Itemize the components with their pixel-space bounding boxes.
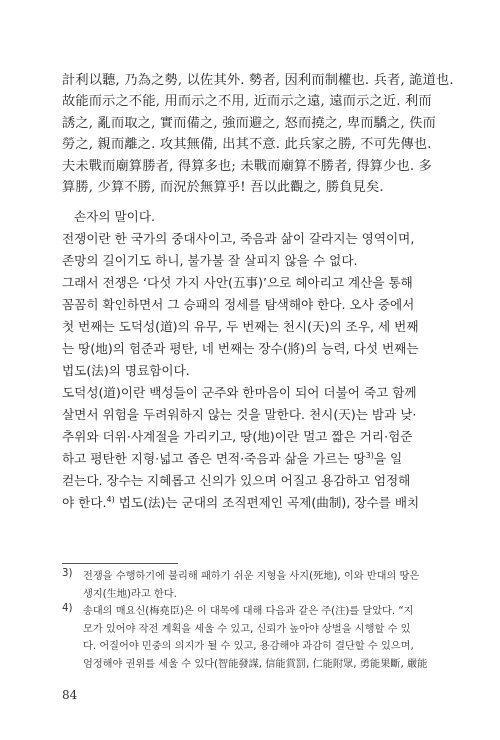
translation-line: 존망의 길이기도 하니, 불가불 잘 살피지 않을 수 없다.: [62, 253, 358, 268]
translation-text: 하고 평탄한 지형·넓고 좁은 면적·죽음과 삶을 가르는 땅: [62, 451, 366, 466]
translation-line: 전쟁이란 한 국가의 중대사이고, 죽음과 삶이 갈라지는 영역이며,: [62, 231, 415, 246]
footnote-divider: [62, 563, 178, 564]
translation-paragraph-intro: [62, 206, 424, 514]
translation-line: 첫 번째는 도덕성(道)의 유무, 두 번째는 천시(天)의 조우, 세 번째: [62, 319, 419, 334]
translation-line: 컫는다. 장수는 지혜롭고 신의가 있으며 어질고 용감하고 엄정해: [62, 473, 411, 488]
translation-line: 그래서 전쟁은 ‘다섯 가지 사안(五事)’으로 헤아리고 계산을 통해: [62, 275, 413, 290]
translation-line: 법도(法)의 명료함이다.: [62, 363, 190, 378]
footnote-number: 3): [62, 568, 73, 579]
footnote-line: 모가 있어야 작전 계획을 세울 수 있고, 신뢰가 높아야 상벌을 시행할 수 있: [83, 623, 411, 635]
translation-line: 손자의 말이다.: [74, 209, 155, 224]
classical-line: 故能而示之不能, 用而示之不用, 近而示之遠, 遠而示之近. 利而: [62, 94, 432, 110]
footnote-line: 생지(生地)라고 한다.: [83, 588, 177, 600]
footnote-line: 전쟁을 수행하기에 불리해 패하기 쉬운 지형을 사지(死地), 이와 반대의 땅은: [83, 571, 420, 582]
footnote-line: 송대의 매요신(梅堯臣)은 이 대목에 대해 다음과 같은 주(注)를 달았다. “지: [83, 606, 414, 617]
translation-line: 도덕성(道)이란 백성들이 군주와 한마음이 되어 더불어 죽고 함께: [62, 385, 417, 400]
page-number: 84: [62, 688, 78, 702]
translation-line: [62, 448, 424, 470]
footnote-ref-3[interactable]: 3): [365, 450, 374, 460]
classical-chinese-text: [62, 70, 454, 198]
footnotes: [62, 568, 426, 673]
classical-line: 勞之, 親而離之. 攻其無備, 出其不意. 此兵家之勝, 不可先傳也.: [62, 137, 432, 153]
translation-line: 살면서 위험을 두려워하지 않는 것을 말한다. 천시(天)는 밤과 낮·: [62, 407, 417, 422]
classical-line: 夫未戰而廟算勝者, 得算多也; 未戰而廟算不勝者, 得算少也. 多: [62, 158, 433, 174]
translation-line: 꼼꼼히 확인하면서 그 승패의 정세를 탐색해야 한다. 오사 중에서: [62, 297, 415, 312]
footnote-4: [62, 603, 426, 673]
translation-line: 추위와 더위·사계절을 가리키고, 땅(地)이란 멀고 짧은 거리·험준: [62, 429, 413, 444]
classical-line: 計利以聽, 乃為之勢, 以佐其外. 勢者, 因利而制權也. 兵者, 詭道也.: [62, 73, 454, 88]
footnote-line: 다. 어질어야 민중의 의지가 될 수 있고, 용감해야 과감히 결단할 수 있으며,: [83, 641, 414, 652]
translation-line: [62, 492, 424, 514]
translation-text: 을 일: [373, 451, 403, 466]
translation-text: 법도(法)는 군대의 조직편제인 곡제(曲制), 장수를 배치: [114, 495, 420, 510]
classical-line: 誘之, 亂而取之, 實而備之, 強而避之, 怒而撓之, 卑而驕之, 佚而: [62, 115, 437, 131]
translation-line: 는 땅(地)의 험준과 평탄, 네 번째는 장수(將)의 능력, 다섯 번째는: [62, 341, 419, 356]
footnote-ref-4[interactable]: 4): [106, 494, 115, 504]
footnote-3: [62, 568, 426, 603]
footnote-number: 4): [62, 603, 73, 614]
classical-line: 算勝, 少算不勝, 而況於無算乎! 吾以此觀之, 勝負見矣.: [62, 179, 384, 195]
translation-text: 야 한다.: [62, 495, 107, 510]
footnote-line: 엄정해야 권위를 세울 수 있다(智能發謀, 信能賞罰, 仁能附眾, 勇能果斷, 嚴能: [83, 658, 428, 670]
